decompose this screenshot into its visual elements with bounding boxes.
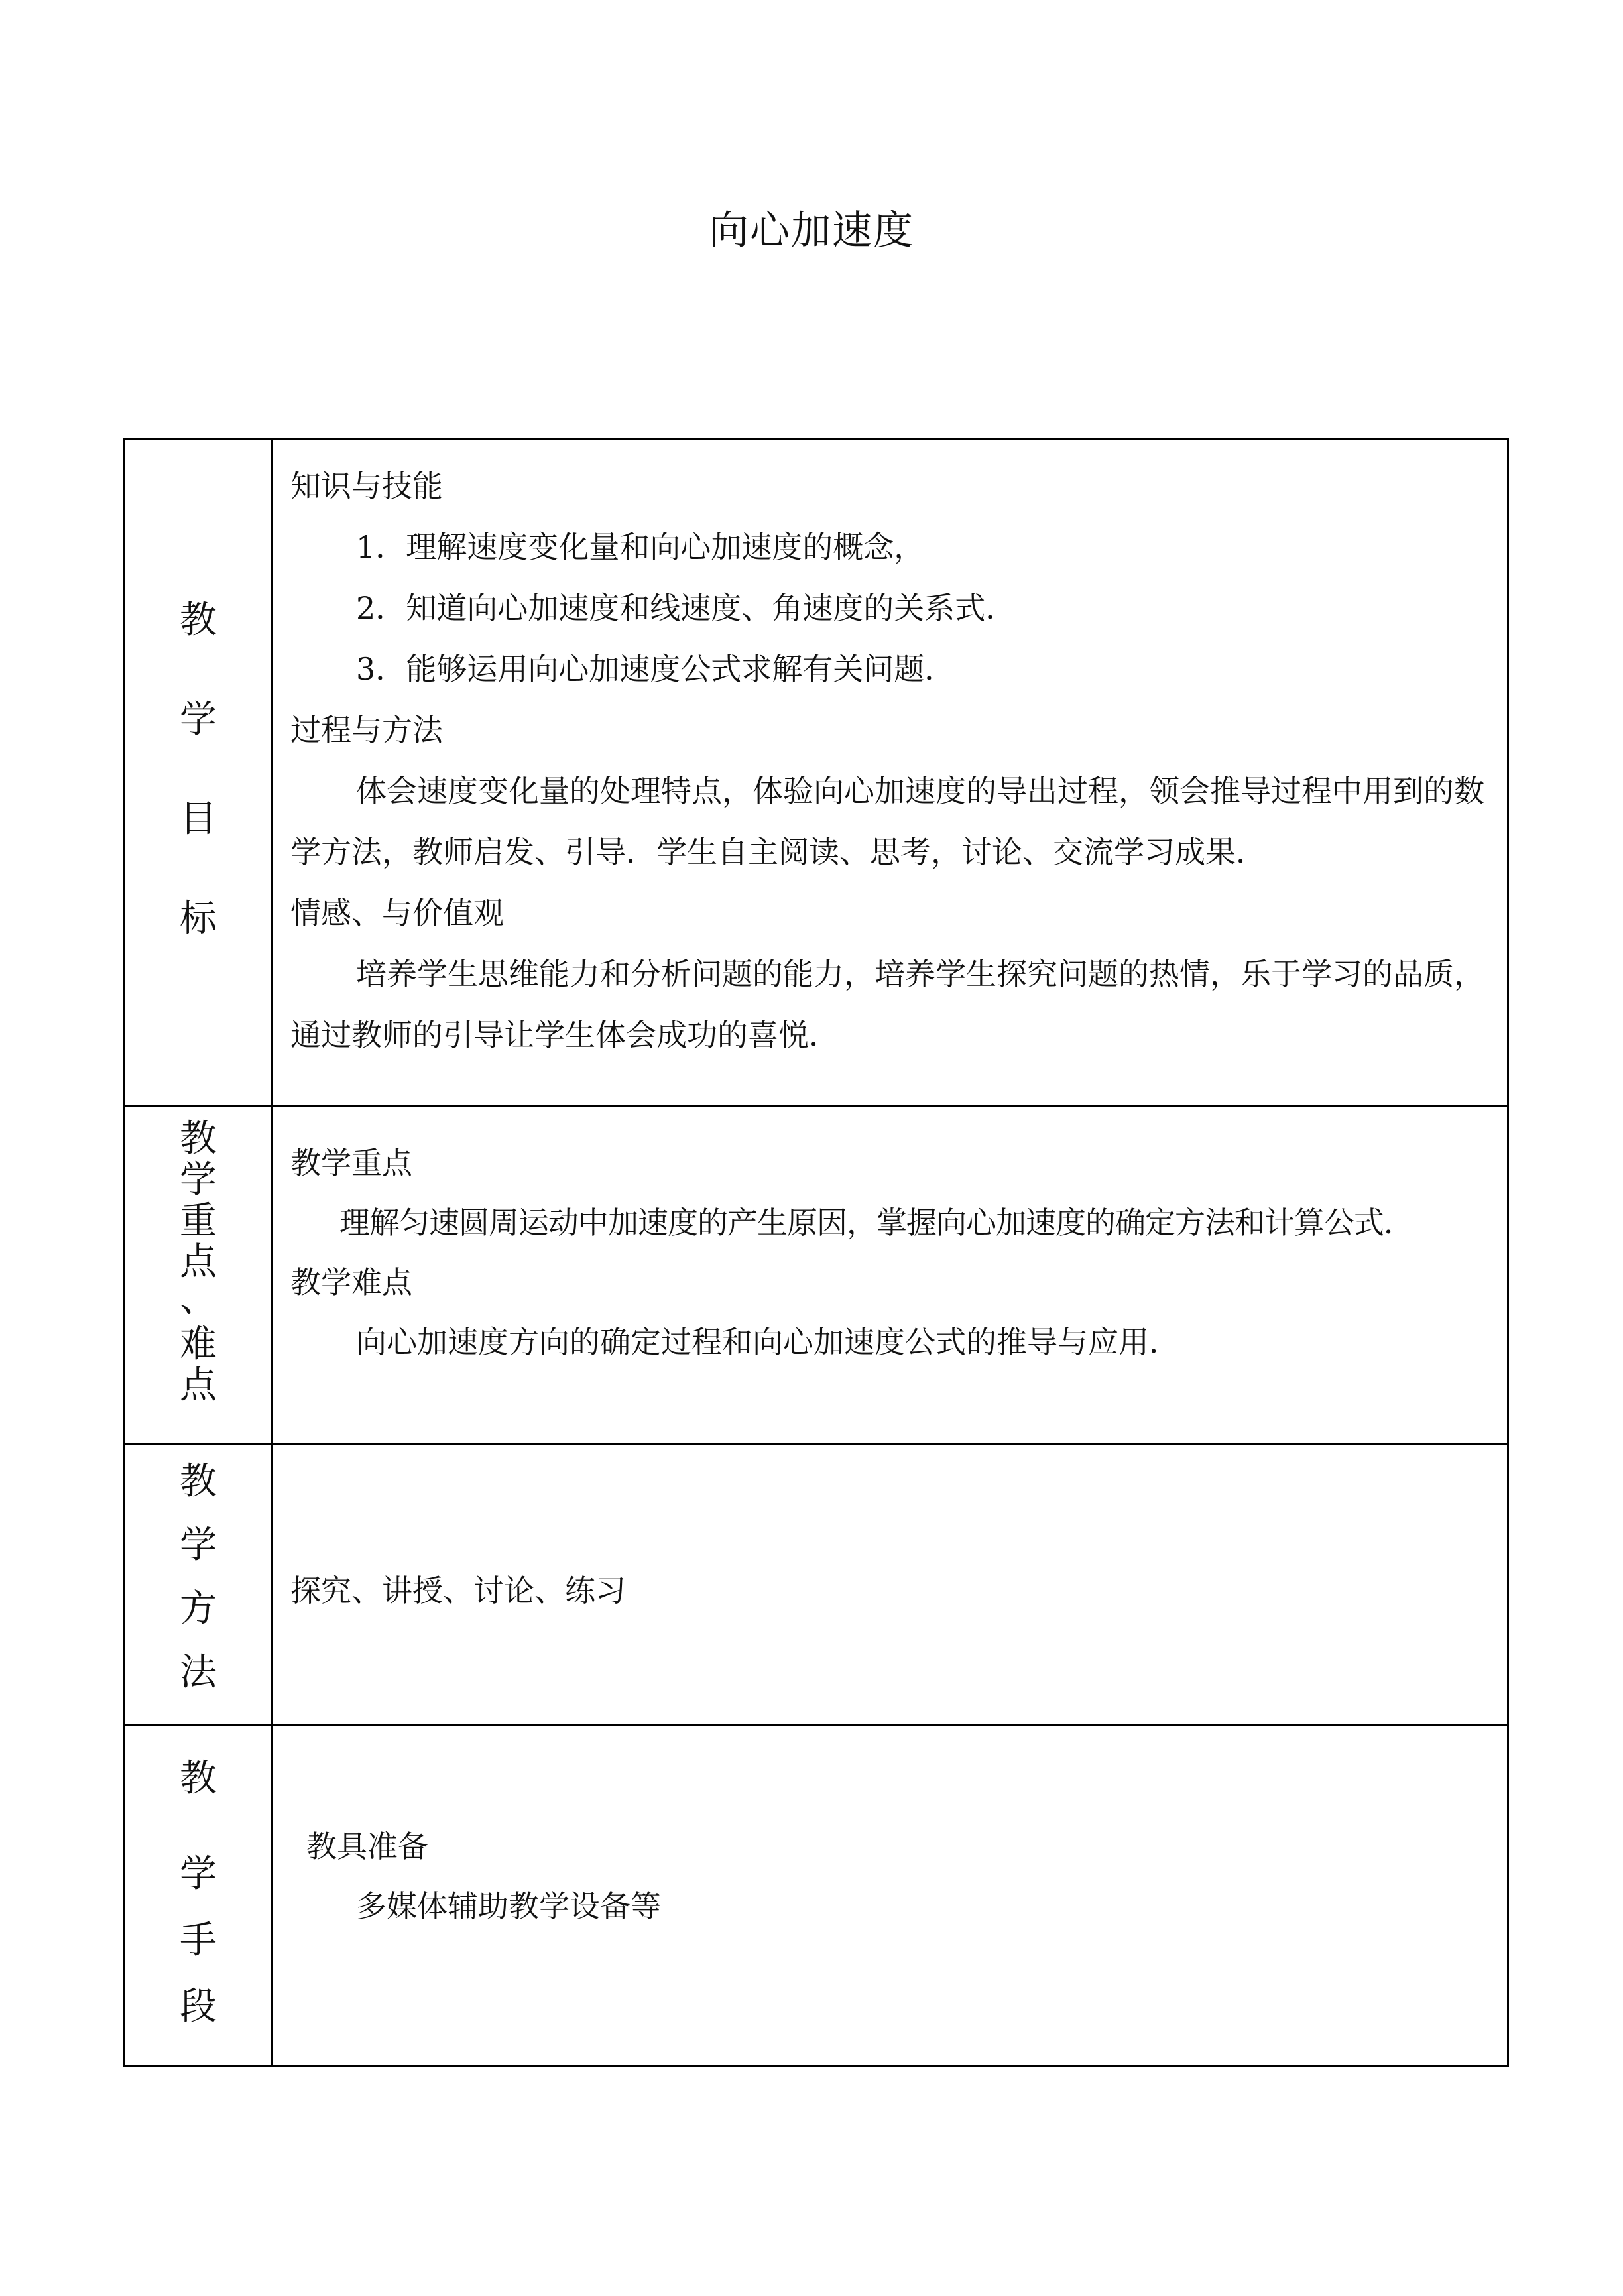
row-content-teaching-means (273, 1726, 1507, 2065)
heading-difficult-points: 教学难点 (290, 1264, 412, 1300)
process-text: 体会速度变化量的处理特点，体验向心加速度的导出过程，领会推导过程中用到的数学方法，教师启发、引导．学生自主阅读、思考，讨论、交流学习成果． (290, 773, 1484, 870)
difficult-points-text: 向心加速度方向的确定过程和向心加速度公式的推导与应用． (356, 1324, 1179, 1360)
label-char: 学 (180, 1158, 217, 1201)
label-char: 手 (180, 1919, 217, 1962)
lesson-plan-table (123, 438, 1509, 2067)
label-char: 教 (180, 1460, 217, 1503)
teaching-methods-text: 探究、讲授、讨论、练习 (290, 1573, 626, 1608)
heading-key-points: 教学重点 (290, 1145, 412, 1181)
row-content-teaching-objectives (273, 440, 1507, 1105)
row-teaching-means (125, 1726, 1507, 2065)
label-char: 学 (180, 1524, 217, 1567)
heading-knowledge-skills: 知识与技能 (290, 468, 443, 504)
row-key-difficult-points (125, 1107, 1507, 1445)
row-teaching-methods (125, 1445, 1507, 1726)
knowledge-item: 3．能够运用向心加速度公式求解有关问题． (356, 651, 955, 687)
label-char: 段 (180, 1985, 217, 2028)
heading-process-method: 过程与方法 (290, 712, 443, 748)
row-content-teaching-methods (273, 1445, 1507, 1724)
row-label-teaching-means (125, 1726, 273, 2065)
label-char: 点 (180, 1240, 217, 1284)
key-points-text: 理解匀速圆周运动中加速度的产生原因，掌握向心加速度的确定方法和计算公式． (339, 1205, 1413, 1240)
label-char: 目 (180, 798, 217, 841)
emotion-text: 培养学生思维能力和分析问题的能力，培养学生探究问题的热情，乐于学习的品质，通过教师的引导让学生体会成功的喜悦． (290, 956, 1484, 1053)
knowledge-item: 1．理解速度变化量和向心加速度的概念， (356, 529, 925, 565)
label-char: 标 (180, 897, 217, 940)
row-label-key-difficult-points (125, 1107, 273, 1443)
label-char: 重 (180, 1199, 217, 1242)
knowledge-item: 2．知道向心加速度和线速度、角速度的关系式． (356, 590, 1016, 626)
row-content-key-difficult-points (273, 1107, 1507, 1443)
label-char: 、 (180, 1278, 217, 1321)
page-title: 向心加速度 (709, 208, 914, 254)
label-char: 教 (180, 599, 217, 642)
label-char: 学 (180, 698, 217, 741)
heading-teaching-aids: 教具准备 (306, 1829, 428, 1864)
label-char: 教 (180, 1117, 217, 1160)
label-char: 学 (180, 1852, 217, 1896)
label-char: 教 (180, 1757, 217, 1800)
row-label-teaching-methods (125, 1445, 273, 1724)
row-teaching-objectives (125, 440, 1507, 1107)
row-label-teaching-objectives (125, 440, 273, 1105)
label-char: 法 (180, 1651, 217, 1694)
heading-emotion-values: 情感、与价值观 (290, 895, 504, 931)
label-char: 点 (180, 1364, 217, 1407)
label-char: 方 (180, 1587, 217, 1630)
teaching-aids-text: 多媒体辅助教学设备等 (356, 1888, 661, 1924)
label-char: 难 (180, 1323, 217, 1366)
